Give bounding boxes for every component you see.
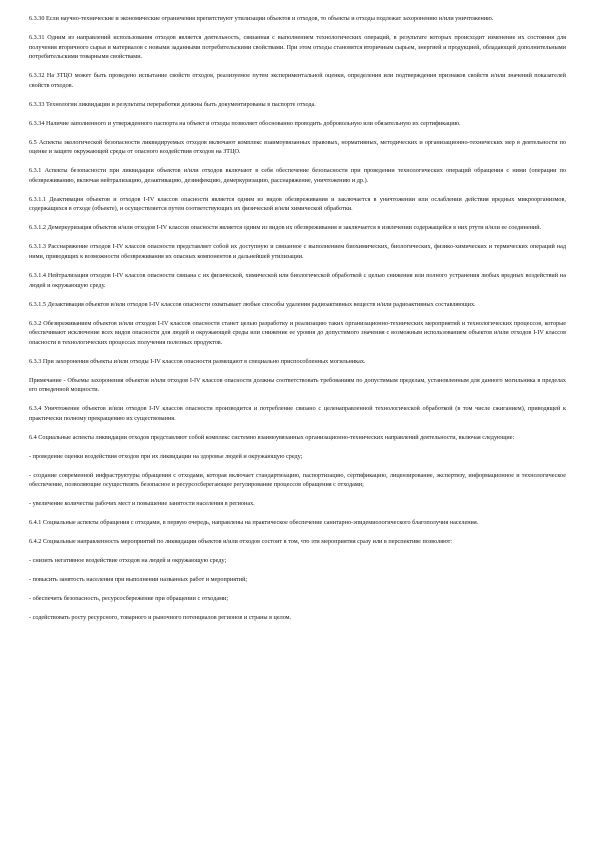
list-item: - создание современной инфраструктуры обращения с отходами, которая включает стандартизацию, паспортизацию, сертификацию, лицензирование, экспертизу, информационное и технологическое обеспечение, позволяющие осуществлять безопасное и ресурсосберегающее регулирование процессов обращения с отходами; xyxy=(29,471,566,489)
document-page xyxy=(29,14,566,632)
paragraph-6-4-1: 6.4.1 Социальные аспекты обращения с отходами, в первую очередь, направлены на практическое обеспечение санитарно-эпидемиологического благополучия населения. xyxy=(29,519,479,527)
paragraph-6-4-2: 6.4.2 Социальные направленность мероприятий по ликвидации объектов и/или отходов состоит в том, что эти мероприятия сразу или в перспективе позволяют: xyxy=(29,538,453,546)
list-item: - обеспечить безопасность, ресурсосбережение при обращении с отходами; xyxy=(29,595,229,603)
paragraph-6-3-4: 6.3.4 Уничтожение объектов и/или отходов I-IV классов опасности производится и потребление связано с целенаправленной технологической обработкой (в том числе сжиганием), приводящей к практически полному прекращению их существования. xyxy=(29,405,566,422)
list-item: - снизить негативное воздействие отходов на людей и окружающую среду; xyxy=(29,557,227,565)
list-item: - содействовать росту ресурсного, товарного и рыночного потенциалов регионов и страны в целом. xyxy=(29,614,292,622)
paragraph-6-3-3: 6.3.3 При захоронении объекты и/или отходы I-IV классов опасности размещают в специально приспособленных могильниках. xyxy=(29,357,366,365)
paragraph-6-3-30: 6.3.30 Если научно-технические и экономические ограничения препятствуют утилизации объектов и отходов, то объекты и отходы подлежат захоронению и/или уничтожению. xyxy=(29,15,494,22)
paragraph-6-3-32: 6.3.32 На ЗТЦО может быть проведено испытание свойств отходов, реализуемое путем экспериментальной оценки, определения или подтверждения признаков свойств и/или значений показателей свойств отходов. xyxy=(29,72,566,89)
paragraph-6-3-1-5: 6.3.1.5 Дезактивация объектов и/или отходов I-IV классов опасности охватывает любые способы удаления радиоактивных веществ и/или радиоактивных составляющих. xyxy=(29,300,476,308)
paragraph-6-3-34: 6.3.34 Наличие заполненного и утвержденного паспорта на объект и отходы позволяет обоснованно проводить добровольную или обязательную их сертификацию. xyxy=(29,119,461,127)
paragraph-6-4: 6.4 Социальные аспекты ликвидации отходов представляют собой комплекс системно взаимоувязанных организационно-технических направлений деятельности, включая следующие: xyxy=(29,433,515,441)
list-item: - проведение оценки воздействия отходов при их ликвидации на здоровье людей и окружающую среду; xyxy=(29,452,303,460)
paragraph-6-3-1: 6.3.1 Аспекты безопасности при ликвидации объектов и/или отходов включают в себя обеспечение безопасности при проведении технологических операций обращения с ними (операции по обезвреживанию, включая нейтрализацию, дезактивацию, дезинфекцию, демеркуризацию, расснаряжение, уничтожению и др.). xyxy=(29,167,566,184)
paragraph-6-3-31: 6.3.31 Одним из направлений использования отходов является деятельность, связанная с выполнением технологических операций, в результате которых происходит изменение их состояния для получения вторичного сырья и материалов с новыми заданными потребительскими свойствами. При этом отходы становятся вторичным сырьем, энергией и продукцией, обладающей дополнительными потребительскими товарными свойствами. xyxy=(29,33,566,61)
paragraph-6-5: 6.5 Аспекты экологической безопасности ликвидируемых отходов включают комплекс взаимоувязанных правовых, нормативных, методических и организационно-технических мер в деятельности по оценке и защите окружающей среды от опасного воздействия отходов на ЗТЦО. xyxy=(29,138,566,156)
paragraph-6-3-1-1: 6.3.1.1 Деактивация объектов и отходов I-IV классов опасности является одним из видов обезвреживания и заключается в уничтожении или ослаблении действия вредных микроорганизмов, содержащихся в отходе (объекте), и осуществляется путем соответствующих их физической и/или химической обработки. xyxy=(29,195,566,213)
paragraph-6-3-1-4: 6.3.1.4 Нейтрализация отходов I-IV классов опасности связана с их физической, химической или биологической обработкой с целью снижения или полного устранения любых вредных воздействий на людей и окружающую среду. xyxy=(29,272,566,289)
paragraph-6-3-1-3: 6.3.1.3 Расснаряжение отходов I-IV классов опасности представляет собой их доступную и связанное с выполнением биохимических, биологических, физико-химических и термических операций над ними, приводящих к возможности обезвреживания их опасных компонентов и дальнейшей утилизации. xyxy=(29,243,566,261)
paragraph-6-3-1-2: 6.3.1.2 Демеркуризация объектов и/или отходов I-IV классов опасности является одним из видов их обезвреживания и заключается в извлечении содержащейся в них ртути и/или ее соединений. xyxy=(29,224,542,232)
note-paragraph: Примечание - Объемы захоронения объектов и/или отходов I-IV классов опасности должны соответствовать требованиям по допустимым пределам, установленным для данного могильника в пределах его отведенной мощности. xyxy=(29,376,566,394)
list-item: - увеличение количества рабочих мест и повышение занятости населения в регионах. xyxy=(29,500,255,508)
list-item: - повысить занятость населения при выполнении названных работ и мероприятий; xyxy=(29,576,248,584)
paragraph-6-3-33: 6.3.33 Технологии ликвидации и результаты переработки должны быть документированы в паспорте отхода. xyxy=(29,100,316,108)
paragraph-6-3-2: 6.3.2 Обезвреживанием объектов и/или отходов I-IV классов опасности станет целью разработку и реализацию таких организационно-технических мероприятий и технологических процессов, которые обеспечивают исключение всех видов опасности для людей и окружающей среды или снижение ее уровня до допустимого значения с возможным использованием объектов и/или отходов I-IV классов опасности в технологических процессах получения полезных продуктов. xyxy=(29,319,566,346)
